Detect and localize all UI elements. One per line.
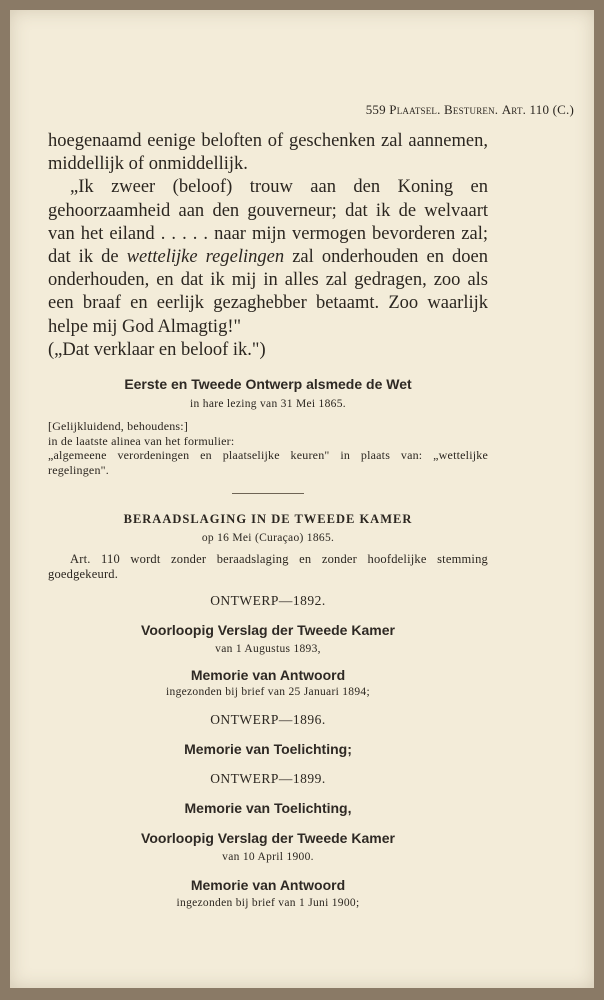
section2-text: Art. 110 wordt zonder beraadslaging en zonder hoofdelijke stemming goedgekeurd.: [48, 552, 488, 581]
ontwerp-1899-verslag-date: van 10 April 1900.: [222, 851, 314, 864]
ontwerp-1892-memorie-title: Memorie van Antwoord: [190, 667, 346, 684]
ontwerp-1896-heading: ONTWERP—1896.: [210, 712, 326, 728]
running-header: [48, 102, 574, 118]
ontwerp-1892-verslag-date: van 1 Augustus 1893,: [215, 643, 321, 656]
section1-subtitle: in hare lezing van 31 Mei 1865.: [190, 398, 346, 411]
ontwerp-1899-toelichting-title: Memorie van Toelichting,: [184, 800, 352, 817]
section2-subtitle: op 16 Mei (Curaçao) 1865.: [201, 532, 335, 545]
ontwerp-1899-heading: ONTWERP—1899.: [210, 771, 326, 787]
ontwerp-1892-verslag-title: Voorloopig Verslag der Tweede Kamer: [141, 622, 395, 639]
page-body: [48, 130, 488, 909]
section1-note: [48, 419, 488, 477]
oath-text-end: zal onderhouden en doen onderhouden, en dat ik mij in alles zal gedragen, zoo als een braaf en eerlijk gezaghebber betaamt. Zoo waarlijk helpe mij God Almagtig!": [48, 247, 489, 337]
ontwerp-1892-memorie-date: ingezonden bij brief van 25 Januari 1894;: [166, 686, 370, 699]
oath-text-start: „Ik zweer (beloof) trouw aan den Koning en gehoorzaamheid aan den gouverneur; dat ik de welvaart van het eiland . . . . . naar mijn vermogen bevorderen zal; dat ik de: [48, 177, 488, 268]
section-divider: [232, 493, 304, 494]
section2-title: BERAADSLAGING IN DE TWEEDE KAMER: [123, 512, 413, 527]
running-title: Plaatsel. Besturen.: [389, 102, 499, 117]
note-line-3: „algemeene verordeningen en plaatselijke keuren" in plaats van: „wettelijke regelingen".: [48, 448, 488, 477]
oath-paragraph-1: hoegenaamd eenige beloften of geschenken zal aannemen, middellijk of onmiddellijk.: [48, 131, 488, 175]
ontwerp-1892-heading: ONTWERP—1892.: [210, 593, 326, 609]
section1-title: Eerste en Tweede Ontwerp alsmede de Wet: [124, 376, 412, 393]
article-reference: Art. 110 (C.): [501, 102, 574, 117]
ontwerp-1896-toelichting-title: Memorie van Toelichting;: [184, 741, 352, 758]
book-page: [10, 10, 594, 988]
oath-paragraph-3: („Dat verklaar en beloof ik."): [48, 339, 266, 360]
ontwerp-1899-memorie-title: Memorie van Antwoord: [190, 877, 346, 894]
note-line-1: [Gelijkluidend, behoudens:]: [48, 419, 189, 434]
oath-italic-phrase: wettelijke regelingen: [126, 247, 285, 268]
ontwerp-1899-memorie-date: ingezonden bij brief van 1 Juni 1900;: [176, 897, 360, 910]
ontwerp-1899-verslag-title: Voorloopig Verslag der Tweede Kamer: [141, 830, 395, 847]
note-line-2: in de laatste alinea van het formulier:: [48, 433, 235, 448]
page-number: 559: [365, 102, 386, 117]
oath-paragraph-2: [48, 176, 488, 338]
